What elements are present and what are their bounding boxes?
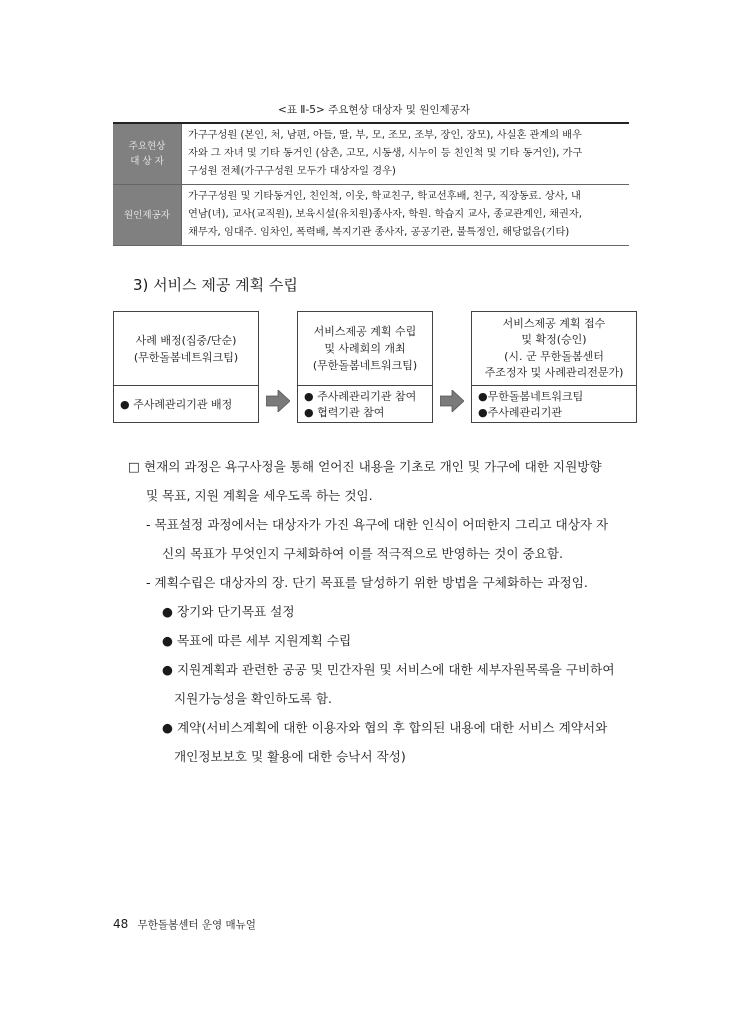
row-body-line: 가구구성원 (본인, 처, 남편, 아들, 딸, 부, 모, 조모, 조부, 장인, 장모), 사실혼 관계의 배우 <box>188 130 582 141</box>
flow-text-line: (무한돌봄네트워크팀) <box>312 359 418 372</box>
flow-text-line: 서비스제공 계획 수립 <box>313 325 417 338</box>
body-line: - 목표설정 과정에서는 대상자가 가진 욕구에 대한 인식이 어떠한지 그리고 대상자 자 <box>146 517 609 532</box>
row-body-line: 연남(녀), 교사(교직원), 보육시설(유치원)종사자, 학원. 학습지 교사, 종교관계인, 채권자, <box>188 209 582 220</box>
arrow-right-icon <box>266 390 290 412</box>
row-header-line: 주요현상 <box>128 141 166 152</box>
row-header <box>113 185 182 246</box>
row-body <box>182 123 630 185</box>
flow-step-header <box>298 312 432 386</box>
row-header <box>113 123 182 185</box>
flow-step-planning <box>297 311 433 423</box>
table-row <box>113 185 629 246</box>
body-line: ● 목표에 따른 세부 지원계획 수립 <box>162 633 352 648</box>
flow-text-line: 주조정자 및 사례관리전문가) <box>484 366 624 379</box>
flow-text-line: 및 확정(승인) <box>521 333 587 346</box>
footer-title: 무한돌봄센터 운영 매뉴얼 <box>137 919 256 931</box>
flow-text-line: 및 사례회의 개최 <box>324 342 406 355</box>
page-footer <box>113 917 256 932</box>
flow-step-header <box>114 312 258 386</box>
flow-step-details <box>298 386 432 424</box>
section-title: 3) 서비스 제공 계획 수립 <box>133 276 298 294</box>
flow-text-line: 사례 배정(집중/단순) <box>135 333 237 347</box>
body-line: 지원가능성을 확인하도록 함. <box>174 691 332 706</box>
arrow-right-icon <box>440 390 464 412</box>
flow-step-header <box>472 312 636 386</box>
row-body-line: 채무자, 임대주. 임차인, 폭력배, 복지기관 종사자, 공공기관, 불특정인, 해당없음(기타) <box>188 227 570 238</box>
body-line: ● 지원계획과 관련한 공공 및 민간자원 및 서비스에 대한 세부자원목록을 구비하여 <box>162 662 615 677</box>
flow-bullet: ●무한돌봄네트워크팀 <box>478 390 584 403</box>
body-line: - 계획수립은 대상자의 장. 단기 목표를 달성하기 위한 방법을 구체화하는 과정임. <box>146 575 588 590</box>
flow-bullet: ● 주사례관리기관 배정 <box>120 398 233 411</box>
body-line: ● 장기와 단기목표 설정 <box>162 604 295 619</box>
flow-step-details <box>114 386 258 424</box>
row-body-line: 가구구성원 및 기타동거인, 친인척, 이웃, 학교친구, 학교선후배, 친구, 직장동료. 상사, 내 <box>188 191 581 202</box>
flow-step-assignment <box>113 311 259 423</box>
body-line: 신의 목표가 무엇인지 구체화하여 이를 적극적으로 반영하는 것이 중요함. <box>162 546 563 561</box>
body-line: □ 현재의 과정은 욕구사정을 통해 얻어진 내용을 기초로 개인 및 가구에 대한 지원방향 <box>128 459 602 474</box>
row-header-line: 대 상 자 <box>130 156 164 167</box>
flow-text-line: 서비스제공 계획 접수 <box>502 316 606 330</box>
body-line: 개인정보보호 및 활용에 대한 승낙서 작성) <box>174 749 406 764</box>
table-row <box>113 123 629 185</box>
row-body-line: 자와 그 자녀 및 기타 동거인 (삼촌, 고모, 시동생, 시누이 등 친인척 및 기타 동거인), 가구 <box>188 148 583 159</box>
flow-text-line: (무한돌봄네트워크팀) <box>133 350 239 364</box>
flow-bullet: ● 주사례관리기관 참여 <box>304 390 417 403</box>
table-caption: <표 Ⅱ-5> 주요현상 대상자 및 원인제공자 <box>278 104 470 116</box>
body-line: ● 계약(서비스계획에 대한 이용자와 협의 후 합의된 내용에 대한 서비스 계약서와 <box>162 720 608 735</box>
body-line: 및 목표, 지원 계획을 세우도록 하는 것임. <box>146 488 373 503</box>
row-body <box>182 185 630 246</box>
flow-bullet: ● 협력기관 참여 <box>304 406 385 419</box>
row-header-line: 원인제공자 <box>124 209 170 221</box>
row-body-line: 구성원 전체(가구구성원 모두가 대상자일 경우) <box>188 166 396 177</box>
flow-text-line: (시. 군 무한돌봄센터 <box>504 349 604 363</box>
flow-bullet: ●주사례관리기관 <box>478 406 562 419</box>
page-number: 48 <box>113 917 129 931</box>
subject-table <box>113 122 629 246</box>
flow-step-details <box>472 386 636 424</box>
flow-step-approval <box>471 311 637 423</box>
